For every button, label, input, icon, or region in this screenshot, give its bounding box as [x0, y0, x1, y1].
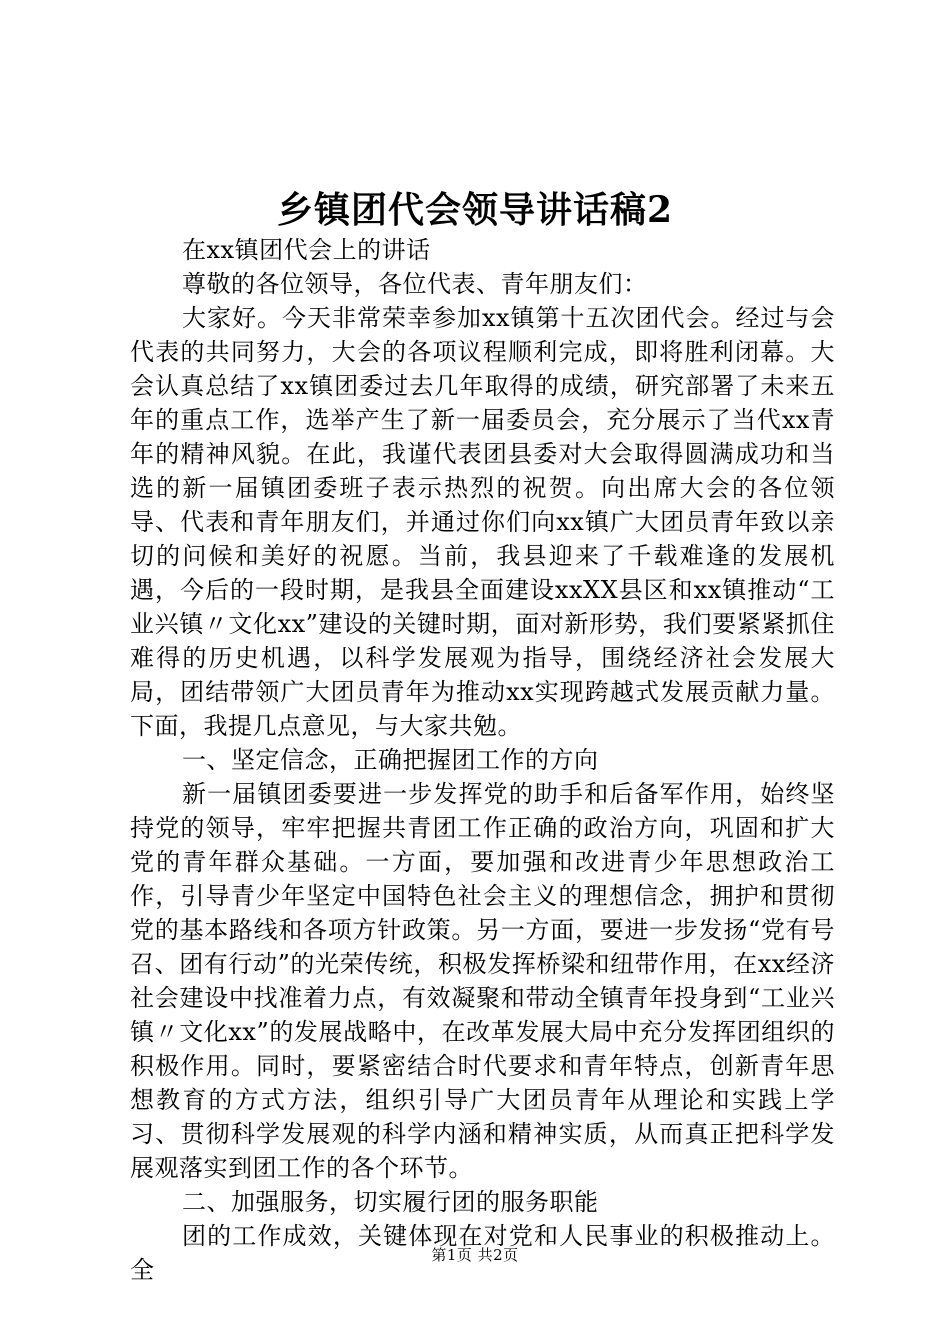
- paragraph-greeting: 尊敬的各位领导，各位代表、青年朋友们：: [182, 270, 648, 298]
- document-title: 乡镇团代会领导讲话稿2: [276, 189, 674, 231]
- page-footer: 第1页 共2页: [431, 1246, 519, 1264]
- paragraph-heading-speech: 在xx镇团代会上的讲话: [182, 236, 431, 264]
- section-heading-1: 一、坚定信念，正确把握团工作的方向: [182, 746, 599, 774]
- section-heading-2: 二、加强服务，切实履行团的服务职能: [182, 1188, 599, 1216]
- document-body: [130, 233, 835, 1287]
- paragraph-intro: 大家好。今天非常荣幸参加xx镇第十五次团代会。经过与会代表的共同努力，大会的各项议程顺利完成，即将胜利闭幕。大会认真总结了xx镇团委过去几年取得的成绩，研究部署了未来五年的重点工作，选举产生了新一届委员会，充分展示了当代xx青年的精神风貌。在此，我谨代表团县委对大会取得圆满成功和当选的新一届镇团委班子表示热烈的祝贺。向出席大会的各位领导、代表和青年朋友们，并通过你们向xx镇广大团员青年致以亲切的问候和美好的祝愿。当前，我县迎来了千载难逢的发展机遇，今后的一段时期，是我县全面建设xxXX县区和xx镇推动“工业兴镇〃文化xx”建设的关键时期，面对新形势，我们要紧紧抓住难得的历史机遇，以科学发展观为指导，围绕经济社会发展大局，团结带领广大团员青年为推动xx实现跨越式发展贡献力量。下面，我提几点意见，与大家共勉。: [130, 304, 835, 740]
- paragraph-section-1: 新一届镇团委要进一步发挥党的助手和后备军作用，始终坚持党的领导，牢牢把握共青团工作正确的政治方向，巩固和扩大党的青年群众基础。一方面，要加强和改进青少年思想政治工作，引导青少年坚定中国特色社会主义的理想信念，拥护和贯彻党的基本路线和各项方针政策。另一方面，要进一步发扬“党有号召、团有行动”的光荣传统，积极发挥桥梁和纽带作用，在xx经济社会建设中找准着力点，有效凝聚和带动全镇青年投身到“工业兴镇〃文化xx”的发展战略中，在改革发展大局中充分发挥团组织的积极作用。同时，要紧密结合时代要求和青年特点，创新青年思想教育的方式方法，组织引导广大团员青年从理论和实践上学习、贯彻科学发展观的科学内涵和精神实质，从而真正把科学发展观落实到团工作的各个环节。: [130, 780, 835, 1182]
- paragraph-section-2: 团的工作成效，关键体现在对党和人民事业的积极推动上。全: [130, 1222, 835, 1284]
